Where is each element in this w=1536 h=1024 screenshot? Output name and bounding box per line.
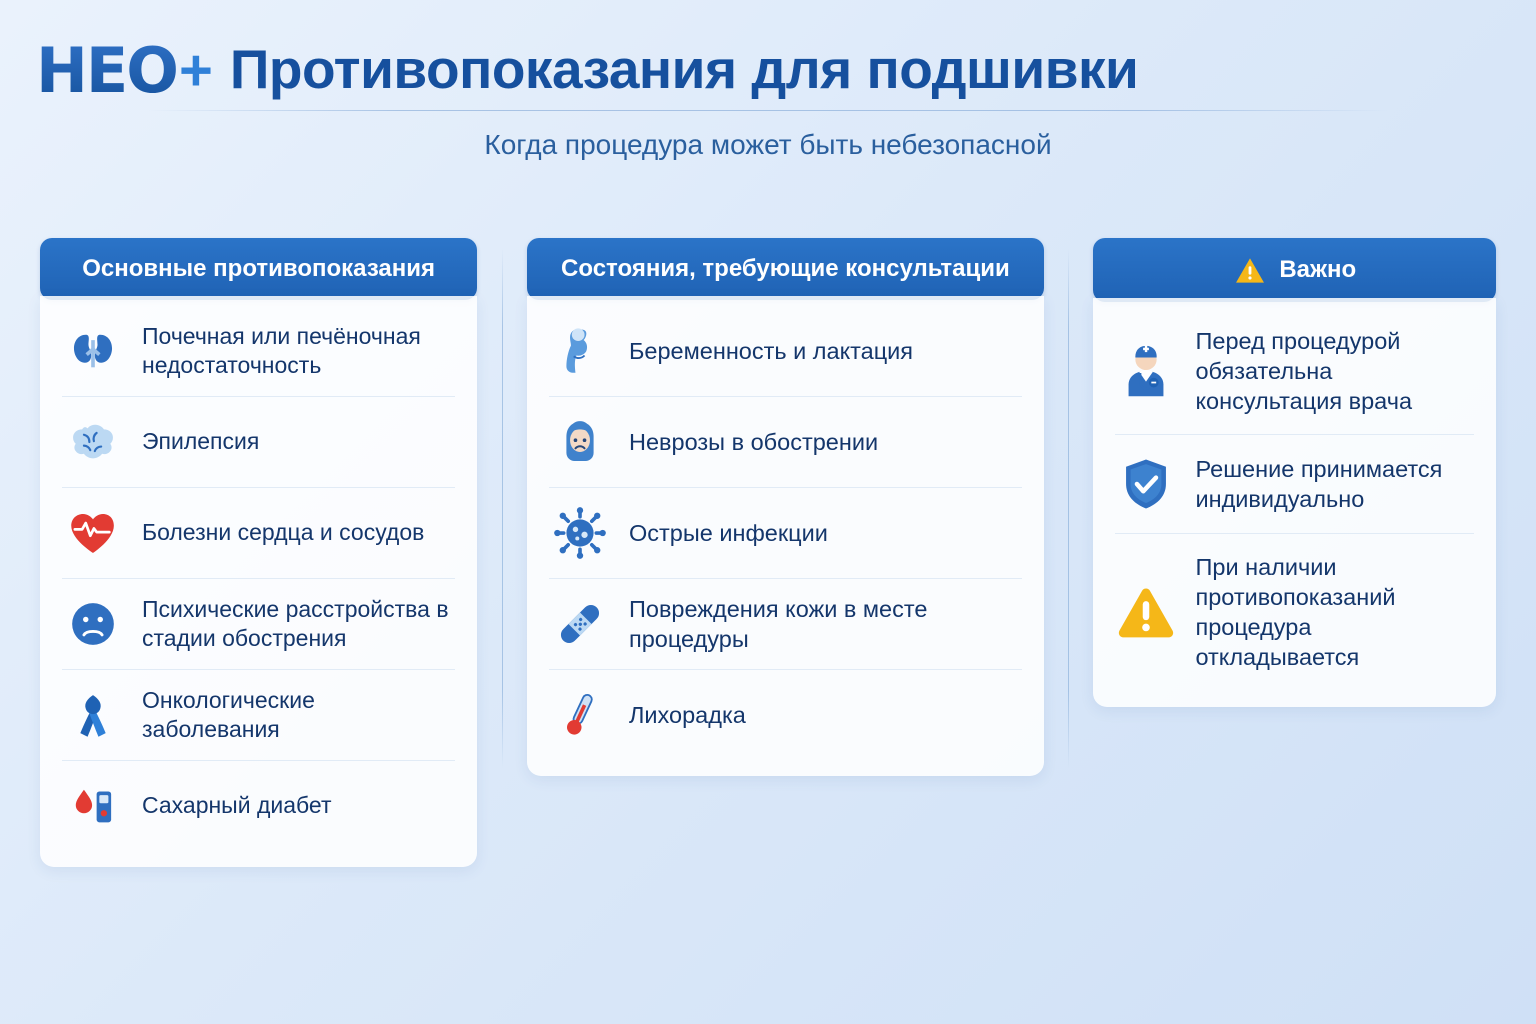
bandage-icon — [549, 593, 611, 655]
column-separator-1 — [477, 238, 527, 867]
list-item-label: Неврозы в обострении — [628, 428, 879, 455]
awareness-ribbon-icon — [62, 684, 124, 746]
list-item-label: Беременность и лактация — [628, 337, 914, 364]
heart-pulse-icon — [62, 502, 124, 564]
sad-woman-icon — [549, 411, 611, 473]
virus-icon — [549, 502, 611, 564]
list-item — [1115, 435, 1474, 534]
card-body-consultation — [527, 296, 1044, 776]
brand-logo-text: HEO — [36, 34, 177, 107]
list-item-label: Болезни сердца и сосудов — [142, 519, 425, 546]
list-item-label: Перед процедурой обязательна консультация врача — [1195, 328, 1413, 415]
list-item-label: Онкологические заболевания — [142, 686, 315, 742]
header-divider — [148, 110, 1388, 111]
list-item-label: Решение принимается индивидуально — [1195, 456, 1443, 513]
card-body-important — [1093, 298, 1496, 707]
list-item-label: Психические расстройства в стадии обострения — [142, 595, 449, 651]
thermometer-icon — [549, 684, 611, 746]
list-item-label: Острые инфекции — [628, 519, 828, 546]
list-item — [62, 761, 455, 851]
card-body-main — [40, 296, 477, 867]
list-item — [62, 397, 455, 488]
brand-logo — [36, 34, 212, 107]
page-subtitle: Когда процедура может быть небезопасной — [484, 129, 1052, 160]
card-important — [1093, 238, 1496, 707]
doctor-icon — [1115, 340, 1177, 402]
list-item — [1115, 308, 1474, 435]
page-title: Противопоказания для подшивки — [229, 37, 1139, 100]
list-item-label: При наличии противопоказаний процедура откладывается — [1195, 554, 1396, 671]
card-title-main: Основные противопоказания — [82, 255, 436, 282]
list-item — [62, 488, 455, 579]
warning-triangle-icon — [1233, 255, 1267, 285]
warning-triangle-icon — [1115, 581, 1177, 643]
pregnant-woman-icon — [549, 320, 611, 382]
list-item-label: Эпилепсия — [142, 428, 260, 455]
card-consultation-conditions — [527, 238, 1044, 776]
list-item — [549, 306, 1022, 397]
card-header-main — [40, 238, 477, 300]
list-item — [62, 306, 455, 397]
card-header-consultation — [527, 238, 1044, 300]
header — [0, 0, 1536, 161]
list-item — [62, 670, 455, 761]
card-title-consultation: Состояния, требующие консультации — [561, 255, 1010, 282]
shield-check-icon — [1115, 453, 1177, 515]
list-item — [62, 579, 455, 670]
list-item — [549, 670, 1022, 760]
list-item-label: Лихорадка — [628, 701, 746, 728]
kidneys-icon — [62, 320, 124, 382]
list-item-label: Повреждения кожи в месте процедуры — [628, 595, 928, 652]
card-main-contraindications — [40, 238, 477, 867]
sad-face-icon — [62, 593, 124, 655]
list-item — [549, 488, 1022, 579]
list-item — [549, 579, 1022, 670]
columns-container — [0, 238, 1536, 867]
list-item-label: Сахарный диабет — [142, 792, 332, 819]
glucometer-blood-drop-icon — [62, 775, 124, 837]
brain-icon — [62, 411, 124, 473]
list-item-label: Почечная или печёночная недостаточность — [142, 322, 421, 378]
card-title-important: Важно — [1279, 256, 1357, 283]
card-header-important — [1093, 238, 1496, 302]
list-item — [1115, 534, 1474, 690]
plus-icon: + — [178, 38, 212, 103]
title-row — [0, 34, 1536, 107]
column-separator-2 — [1044, 238, 1094, 867]
list-item — [549, 397, 1022, 488]
